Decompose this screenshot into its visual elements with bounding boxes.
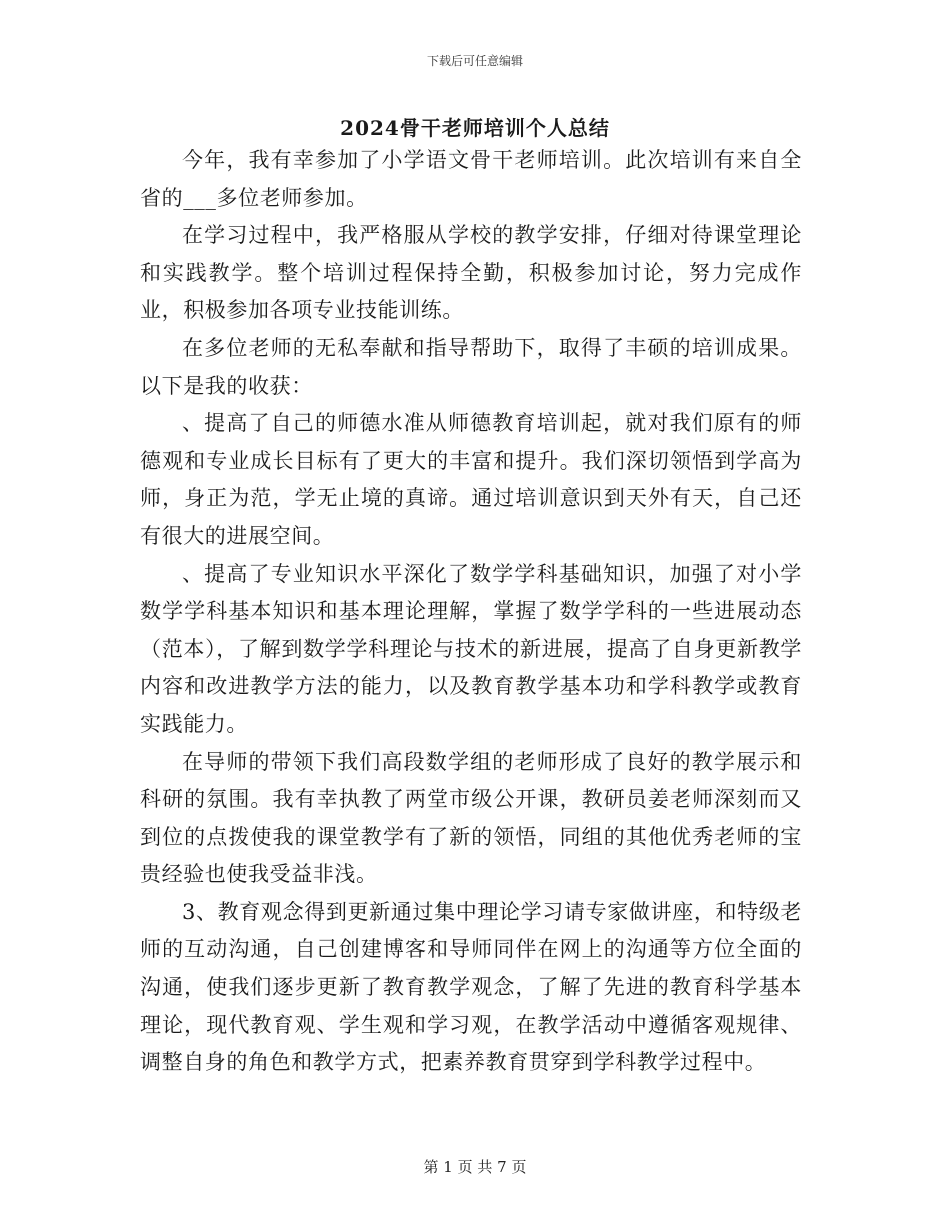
page-header-note: 下载后可任意编辑 — [426, 54, 523, 68]
paragraph-ethics: 、提高了自己的师德水准从师德教育培训起，就对我们原有的师德观和专业成长目标有了更大的丰富和提升。我们深切领悟到学高为师，身正为范，学无止境的真谛。通过培训意识到天外有天，自己还有很大的进展空间。 — [140, 411, 802, 548]
paragraph-education-concepts: 3、教育观念得到更新通过集中理论学习请专家做讲座，和特级老师的互动沟通，自己创建博客和导师同伴在网上的沟通等方位全面的沟通，使我们逐步更新了教育教学观念，了解了先进的教育科学基本理论，现代教育观、学生观和学习观，在教学活动中遵循客观规律、调整自身的角色和教学方式，把素养教育贯穿到学科教学过程中。 — [140, 899, 802, 1075]
page-number: 第 1 页 共 7 页 — [423, 1158, 527, 1176]
paragraph-mentor-guidance: 在导师的带领下我们高段数学组的老师形成了良好的教学展示和科研的氛围。我有幸执教了两堂市级公开课，教研员姜老师深刻而又到位的点拨使我的课堂教学有了新的领悟，同组的其他优秀老师的宝贵经验也使我受益非浅。 — [140, 749, 802, 887]
paragraph-learning-process: 在学习过程中，我严格服从学校的教学安排，仔细对待课堂理论和实践教学。整个培训过程保持全勤，积极参加讨论，努力完成作业，积极参加各项专业技能训练。 — [140, 223, 802, 323]
paragraph-professional-knowledge: 、提高了专业知识水平深化了数学学科基础知识，加强了对小学数学学科基本知识和基本理论理解，掌握了数学学科的一些进展动态（范本），了解到数学学科理论与技术的新进展，提高了自身更新教学内容和改进教学方法的能力，以及教育教学基本功和学科教学或教育实践能力。 — [140, 561, 802, 736]
document-body — [140, 142, 802, 1082]
paragraph-intro: 今年，我有幸参加了小学语文骨干老师培训。此次培训有来自全省的___多位老师参加。 — [140, 148, 802, 210]
document-title: 2024骨干老师培训个人总结 — [340, 116, 610, 140]
paragraph-achievements: 在多位老师的无私奉献和指导帮助下，取得了丰硕的培训成果。以下是我的收获： — [140, 335, 802, 398]
